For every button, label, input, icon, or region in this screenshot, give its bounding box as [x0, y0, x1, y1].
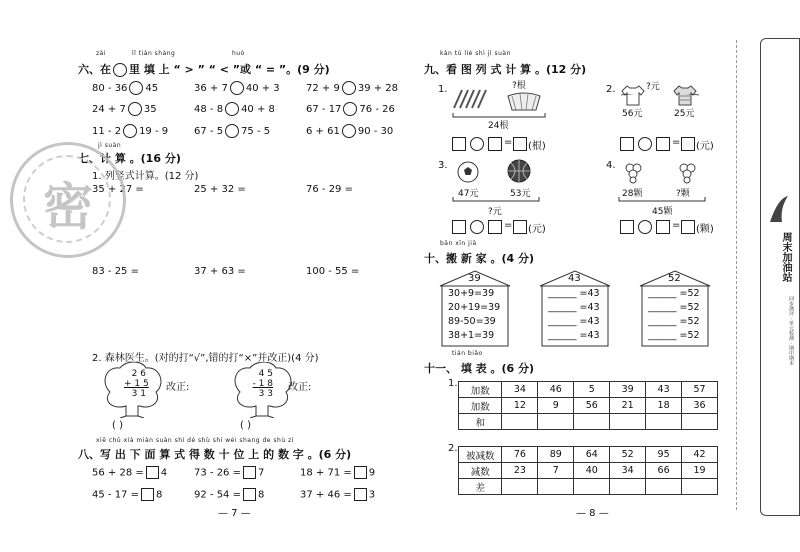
tens-digit-item	[194, 466, 264, 479]
ones-digit: 8	[155, 489, 163, 501]
table-cell[interactable]	[682, 479, 718, 495]
house-equation[interactable]: ______ =52	[648, 288, 700, 299]
house-equation[interactable]: ______ =43	[548, 288, 600, 299]
house-equation: 20+19=39	[448, 302, 501, 313]
table1-num: 1.	[448, 378, 458, 389]
table-cell: 34	[610, 463, 646, 479]
answer-box[interactable]	[452, 220, 466, 234]
compare-item	[92, 81, 158, 95]
brush-bundle-icon	[452, 88, 490, 110]
answer-box[interactable]	[354, 466, 367, 479]
operator-circle[interactable]	[470, 220, 484, 234]
binding-line	[736, 40, 738, 510]
brand-small: 同步测评 · 单元检测 · 期中期末	[788, 296, 794, 366]
answer-box[interactable]	[488, 220, 502, 234]
compare-circle[interactable]	[128, 102, 142, 116]
table2-num: 2.	[448, 443, 458, 454]
table-cell: 66	[646, 463, 682, 479]
answer-box[interactable]	[656, 137, 670, 151]
answer-box[interactable]	[141, 488, 154, 501]
calc-3: 76 - 29 =	[306, 184, 353, 195]
fix-label-2: 改正:	[288, 382, 312, 393]
compare-left: 6 + 61	[306, 126, 340, 137]
answer-box[interactable]	[656, 220, 670, 234]
answer-box[interactable]	[243, 466, 256, 479]
row-header: 和	[459, 414, 502, 430]
table-cell: 56	[574, 398, 610, 414]
table-row	[459, 382, 718, 398]
s6-pinyin-2: lǐ tián shàng	[132, 50, 176, 57]
compare-left: 72 + 9	[306, 83, 340, 94]
table-cell: 9	[538, 398, 574, 414]
page-number-right: — 8 —	[576, 508, 609, 519]
compare-left: 24 + 7	[92, 104, 126, 115]
s10-pinyin: bān xīn jiā	[440, 240, 477, 247]
house-number: 39	[468, 273, 481, 284]
answer-box[interactable]	[243, 488, 256, 501]
compare-left: 67 - 5	[194, 126, 224, 137]
compare-item	[92, 124, 168, 138]
calc-4: 83 - 25 =	[92, 266, 139, 277]
table-cell: 52	[610, 447, 646, 463]
compare-circle[interactable]	[129, 81, 143, 95]
compare-left: 67 - 17	[306, 104, 342, 115]
tree1-line-1: 2 6	[131, 369, 146, 379]
table-cell[interactable]	[502, 414, 538, 430]
expression: 45 - 17 =	[92, 489, 139, 501]
compare-item	[92, 102, 157, 116]
house-equation[interactable]: ______ =52	[648, 302, 700, 313]
expression: 73 - 26 =	[194, 467, 241, 479]
compare-item	[306, 81, 398, 95]
confidential-stamp	[10, 142, 126, 258]
table-cell[interactable]	[646, 479, 682, 495]
table-cell[interactable]	[574, 479, 610, 495]
s8-title: 八、写 出 下 面 算 式 得 数 十 位 上 的 数 字 。(6 分)	[78, 448, 352, 461]
table-cell[interactable]	[574, 414, 610, 430]
s6-pinyin-3: huò	[232, 50, 245, 57]
brand-logo-icon	[768, 194, 790, 226]
p1-unit: (根)	[528, 141, 546, 152]
s7-title: 七、计 算 。(16 分)	[78, 152, 181, 165]
answer-box[interactable]	[681, 137, 695, 151]
compare-right: 90 - 30	[357, 126, 394, 137]
compare-right: 40 + 3	[245, 83, 280, 94]
p3-unit: (元)	[528, 224, 546, 235]
soccer-ball-icon	[456, 160, 480, 184]
house-number: 43	[568, 273, 581, 284]
equals-sign: =	[672, 137, 681, 148]
table-cell: 19	[682, 463, 718, 479]
p1-num: 1.	[438, 84, 448, 95]
answer-box[interactable]	[452, 137, 466, 151]
table-row	[459, 479, 718, 495]
compare-item	[194, 124, 270, 138]
compare-left: 48 - 8	[194, 104, 224, 115]
s11-title: 十一、 填 表 。(6 分)	[424, 362, 535, 375]
s6-title	[78, 61, 330, 77]
p1-question: ?根	[512, 81, 526, 91]
table-row	[459, 414, 718, 430]
table-cell: 7	[538, 463, 574, 479]
tens-digit-item	[92, 488, 162, 501]
tree2-line-3: 3 3	[258, 389, 273, 399]
fix-label-1: 改正:	[166, 382, 190, 393]
compare-circle[interactable]	[342, 81, 356, 95]
compare-right: 35	[143, 104, 157, 115]
compare-circle[interactable]	[342, 124, 356, 138]
equals-sign: =	[672, 220, 681, 231]
table-row	[459, 463, 718, 479]
answer-box[interactable]	[620, 220, 634, 234]
p3-brace	[452, 196, 540, 204]
house-equation[interactable]: ______ =52	[648, 330, 700, 341]
table-cell: 34	[502, 382, 538, 398]
compare-item	[194, 102, 275, 116]
table-cell: 89	[538, 447, 574, 463]
row-header: 加数	[459, 382, 502, 398]
table-cell: 5	[574, 382, 610, 398]
answer-box[interactable]	[354, 488, 367, 501]
compare-item	[194, 81, 280, 95]
addition-table	[458, 381, 718, 430]
p2-brace	[620, 94, 700, 104]
s6-title-a: 六、在	[78, 63, 111, 76]
s7-sub2: 2. 森林医生。(对的打“√”,错的打“×”并改正)(4 分)	[92, 353, 319, 364]
grapes-icon	[622, 160, 644, 184]
table-cell: 39	[610, 382, 646, 398]
page-number-left: — 7 —	[218, 508, 251, 519]
table-cell: 36	[682, 398, 718, 414]
tens-digit-item	[92, 466, 167, 479]
table-cell: 18	[646, 398, 682, 414]
p4-num: 4.	[606, 160, 616, 171]
p3-price-a: 47元	[458, 189, 479, 199]
row-header: 加数	[459, 398, 502, 414]
s7-sub1: 1. 列竖式计算。(12 分)	[92, 171, 199, 182]
ones-digit: 7	[257, 467, 265, 479]
p2-question: ?元	[646, 82, 660, 92]
table-cell: 40	[574, 463, 610, 479]
basketball-icon	[506, 158, 532, 184]
calc-5: 37 + 63 =	[194, 266, 246, 277]
circle-icon	[113, 63, 127, 77]
operator-circle[interactable]	[638, 220, 652, 234]
tree2-line-2: - 1 8	[252, 379, 273, 389]
table-cell: 57	[682, 382, 718, 398]
answer-paren-2: ( )	[240, 420, 251, 431]
tree1-calc	[124, 369, 149, 399]
compare-right: 19 - 9	[139, 126, 169, 137]
tree2-calc	[251, 369, 273, 399]
operator-circle[interactable]	[470, 137, 484, 151]
expression: 18 + 71 =	[300, 467, 352, 479]
table-cell[interactable]	[538, 414, 574, 430]
p4-total: 45颗	[652, 207, 673, 217]
compare-left: 80 - 36	[92, 83, 128, 94]
house-equation[interactable]: ______ =43	[548, 330, 600, 341]
tens-digit-item	[300, 466, 375, 479]
tree2-line-1: 4 5	[258, 369, 273, 379]
p4-unit: (颗)	[696, 224, 714, 235]
operator-circle[interactable]	[638, 137, 652, 151]
p3-num: 3.	[438, 160, 448, 171]
ones-digit: 9	[368, 467, 376, 479]
subtraction-table	[458, 446, 718, 495]
expression: 92 - 54 =	[194, 489, 241, 501]
p2-price-b: 25元	[674, 109, 695, 119]
tens-digit-item	[194, 488, 264, 501]
table-cell: 76	[502, 447, 538, 463]
tree1-line-2: + 1 5	[124, 379, 149, 389]
table-cell[interactable]	[502, 479, 538, 495]
table-cell: 43	[646, 382, 682, 398]
house-number: 52	[668, 273, 681, 284]
table-cell: 42	[682, 447, 718, 463]
answer-box[interactable]	[513, 220, 527, 234]
brand-name: 周末加油站	[780, 232, 791, 282]
house-equation[interactable]: ______ =43	[548, 302, 600, 313]
p4-count-b: ?颗	[676, 189, 690, 199]
answer-paren-1: ( )	[112, 420, 123, 431]
expression: 56 + 28 =	[92, 467, 144, 479]
basket-icon	[504, 88, 544, 112]
tree1-line-3: 3 1	[131, 389, 146, 399]
compare-left: 36 + 7	[194, 83, 228, 94]
compare-left: 11 - 2	[92, 126, 122, 137]
p4-brace	[618, 196, 706, 204]
p4-count-a: 28颗	[622, 189, 643, 199]
equals-sign: =	[504, 137, 513, 148]
table-cell: 95	[646, 447, 682, 463]
table-cell: 64	[574, 447, 610, 463]
s6-pinyin-1: zài	[96, 50, 106, 57]
s8-pinyin: xiě chū xià miàn suàn shì dé shù shí wèi shang de shù zì	[96, 437, 294, 444]
stamp-text: 密	[43, 178, 93, 236]
compare-right: 40 + 8	[241, 104, 275, 115]
house-equation[interactable]: ______ =43	[548, 316, 600, 327]
table-cell: 12	[502, 398, 538, 414]
s7-pinyin: jì suàn	[98, 142, 122, 149]
compare-right: 39 + 28	[357, 83, 399, 94]
answer-box[interactable]	[513, 137, 527, 151]
answer-box[interactable]	[681, 220, 695, 234]
p2-num: 2.	[606, 84, 616, 95]
table-cell: 21	[610, 398, 646, 414]
expression: 37 + 46 =	[300, 489, 352, 501]
ones-digit: 8	[257, 489, 265, 501]
grapes-icon	[676, 160, 698, 184]
table-row	[459, 398, 718, 414]
ones-digit: 4	[160, 467, 168, 479]
row-header: 减数	[459, 463, 502, 479]
calc-1: 35 + 27 =	[92, 184, 144, 195]
table-cell: 46	[538, 382, 574, 398]
s9-pinyin: kàn tú liè shì jì suàn	[440, 50, 511, 57]
answer-box[interactable]	[146, 466, 159, 479]
compare-item	[306, 102, 395, 116]
p3-price-b: 53元	[510, 189, 531, 199]
s11-pinyin: tián biǎo	[452, 350, 483, 357]
row-header: 差	[459, 479, 502, 495]
table-row	[459, 447, 718, 463]
compare-circle[interactable]	[123, 124, 137, 138]
house-equation: 30+9=39	[448, 288, 495, 299]
answer-box[interactable]	[488, 137, 502, 151]
answer-box[interactable]	[620, 137, 634, 151]
table-cell[interactable]	[610, 479, 646, 495]
calc-6: 100 - 55 =	[306, 266, 360, 277]
compare-right: 45	[145, 83, 159, 94]
compare-circle[interactable]	[225, 124, 239, 138]
equals-sign: =	[504, 220, 513, 231]
p2-unit: (元)	[696, 141, 714, 152]
compare-circle[interactable]	[225, 102, 239, 116]
ones-digit: 3	[368, 489, 376, 501]
calc-2: 25 + 32 =	[194, 184, 246, 195]
tens-digit-item	[300, 488, 375, 501]
p1-total: 24根	[488, 121, 509, 131]
house-equation: 89-50=39	[448, 316, 496, 327]
p2-price-a: 56元	[622, 109, 643, 119]
compare-circle[interactable]	[343, 102, 357, 116]
table-cell[interactable]	[682, 414, 718, 430]
table-cell: 23	[502, 463, 538, 479]
table-cell[interactable]	[538, 479, 574, 495]
house-equation: 38+1=39	[448, 330, 495, 341]
house-equation[interactable]: ______ =52	[648, 316, 700, 327]
s6-title-b: 里 填 上 “ > ” “ < ”或 “ = ”。(9 分)	[129, 63, 330, 76]
p3-question: ?元	[488, 207, 502, 217]
s9-title: 九、看 图 列 式 计 算 。(12 分)	[424, 63, 587, 76]
compare-right: 76 - 26	[359, 104, 395, 115]
compare-item	[306, 124, 393, 138]
table-cell[interactable]	[610, 414, 646, 430]
s10-title: 十、搬 新 家 。(4 分)	[424, 252, 535, 265]
compare-circle[interactable]	[230, 81, 244, 95]
row-header: 被减数	[459, 447, 502, 463]
compare-right: 75 - 5	[241, 126, 271, 137]
table-cell[interactable]	[646, 414, 682, 430]
